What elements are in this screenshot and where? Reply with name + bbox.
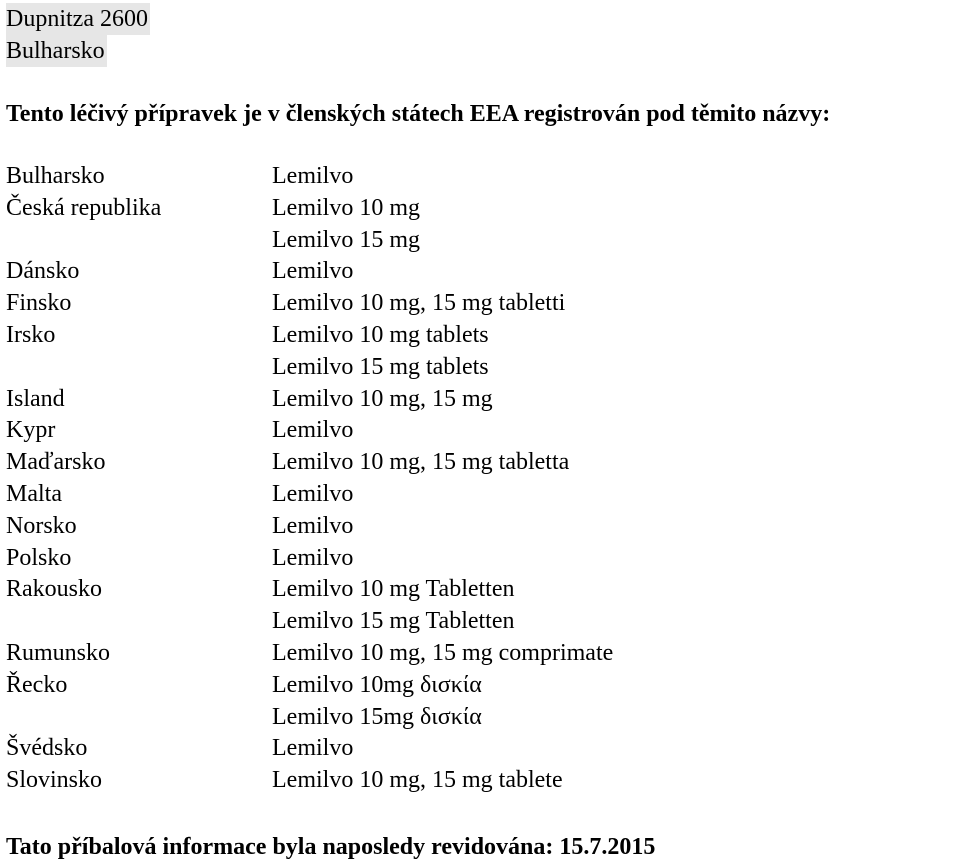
registration-row (6, 702, 613, 734)
country-name: Česká republika (6, 194, 162, 221)
country-name: Rumunsko (6, 639, 111, 666)
registration-row (6, 638, 613, 670)
product-name: Lemilvo (272, 735, 354, 762)
country-name: Island (6, 385, 65, 412)
country-name: Polsko (6, 544, 72, 571)
product-name: Lemilvo 10mg δισκία (272, 671, 482, 698)
product-name: Lemilvo 10 mg Tabletten (272, 576, 515, 603)
country-name: Bulharsko (6, 163, 105, 189)
section-heading: Tento léčivý přípravek je v členských státech EEA registrován pod těmito názvy: (6, 101, 831, 127)
country-name (6, 702, 272, 734)
revision-date-note: Tato příbalová informace byla naposledy revidována: 15.7.2015 (6, 834, 656, 860)
product-name: Lemilvo (272, 417, 354, 444)
product-name: Lemilvo (272, 512, 354, 539)
registration-row (6, 415, 613, 447)
registration-row (6, 447, 613, 479)
address-country-line: Bulharsko (6, 35, 107, 67)
product-name: Lemilvo 10 mg, 15 mg (272, 385, 493, 412)
country-name: Maďarsko (6, 449, 106, 476)
product-name: Lemilvo 15 mg Tabletten (272, 608, 515, 635)
country-name: Finsko (6, 290, 72, 317)
product-name: Lemilvo (272, 163, 354, 189)
registration-row (6, 479, 613, 511)
product-name: Lemilvo 15mg δισκία (272, 703, 482, 730)
registration-row (6, 193, 613, 225)
product-name: Lemilvo 10 mg, 15 mg tablete (272, 767, 563, 794)
registration-names-table (6, 161, 613, 797)
manufacturer-address (6, 3, 150, 67)
registration-row (6, 256, 613, 288)
registration-row (6, 574, 613, 606)
registration-row (6, 161, 613, 193)
country-name: Irsko (6, 321, 56, 348)
product-name: Lemilvo 10 mg, 15 mg tabletti (272, 290, 566, 317)
registration-row (6, 511, 613, 543)
country-name: Švédsko (6, 735, 88, 762)
country-name: Řecko (6, 671, 68, 698)
country-name (6, 225, 272, 257)
product-name: Lemilvo 10 mg, 15 mg tabletta (272, 449, 570, 476)
country-name (6, 352, 272, 384)
registration-row (6, 352, 613, 384)
registration-row (6, 320, 613, 352)
country-name: Slovinsko (6, 767, 103, 794)
country-name (6, 606, 272, 638)
registration-row (6, 733, 613, 765)
country-name: Kypr (6, 417, 56, 444)
address-city-line: Dupnitza 2600 (6, 3, 150, 35)
country-name: Norsko (6, 512, 77, 539)
registration-row (6, 225, 613, 257)
product-name: Lemilvo (272, 544, 354, 571)
product-name: Lemilvo 10 mg, 15 mg comprimate (272, 639, 614, 666)
country-name: Dánsko (6, 258, 80, 285)
registration-row (6, 288, 613, 320)
product-name: Lemilvo 10 mg (272, 194, 420, 221)
product-name: Lemilvo (272, 480, 354, 507)
registration-row (6, 606, 613, 638)
product-name: Lemilvo 10 mg tablets (272, 321, 489, 348)
registration-names-body (6, 161, 613, 797)
product-name: Lemilvo (272, 258, 354, 285)
country-name: Malta (6, 480, 62, 507)
registration-row (6, 384, 613, 416)
registration-row (6, 670, 613, 702)
registration-row (6, 543, 613, 575)
product-name: Lemilvo 15 mg tablets (272, 353, 489, 380)
country-name: Rakousko (6, 576, 102, 603)
product-name: Lemilvo 15 mg (272, 226, 420, 253)
registration-row (6, 765, 613, 797)
